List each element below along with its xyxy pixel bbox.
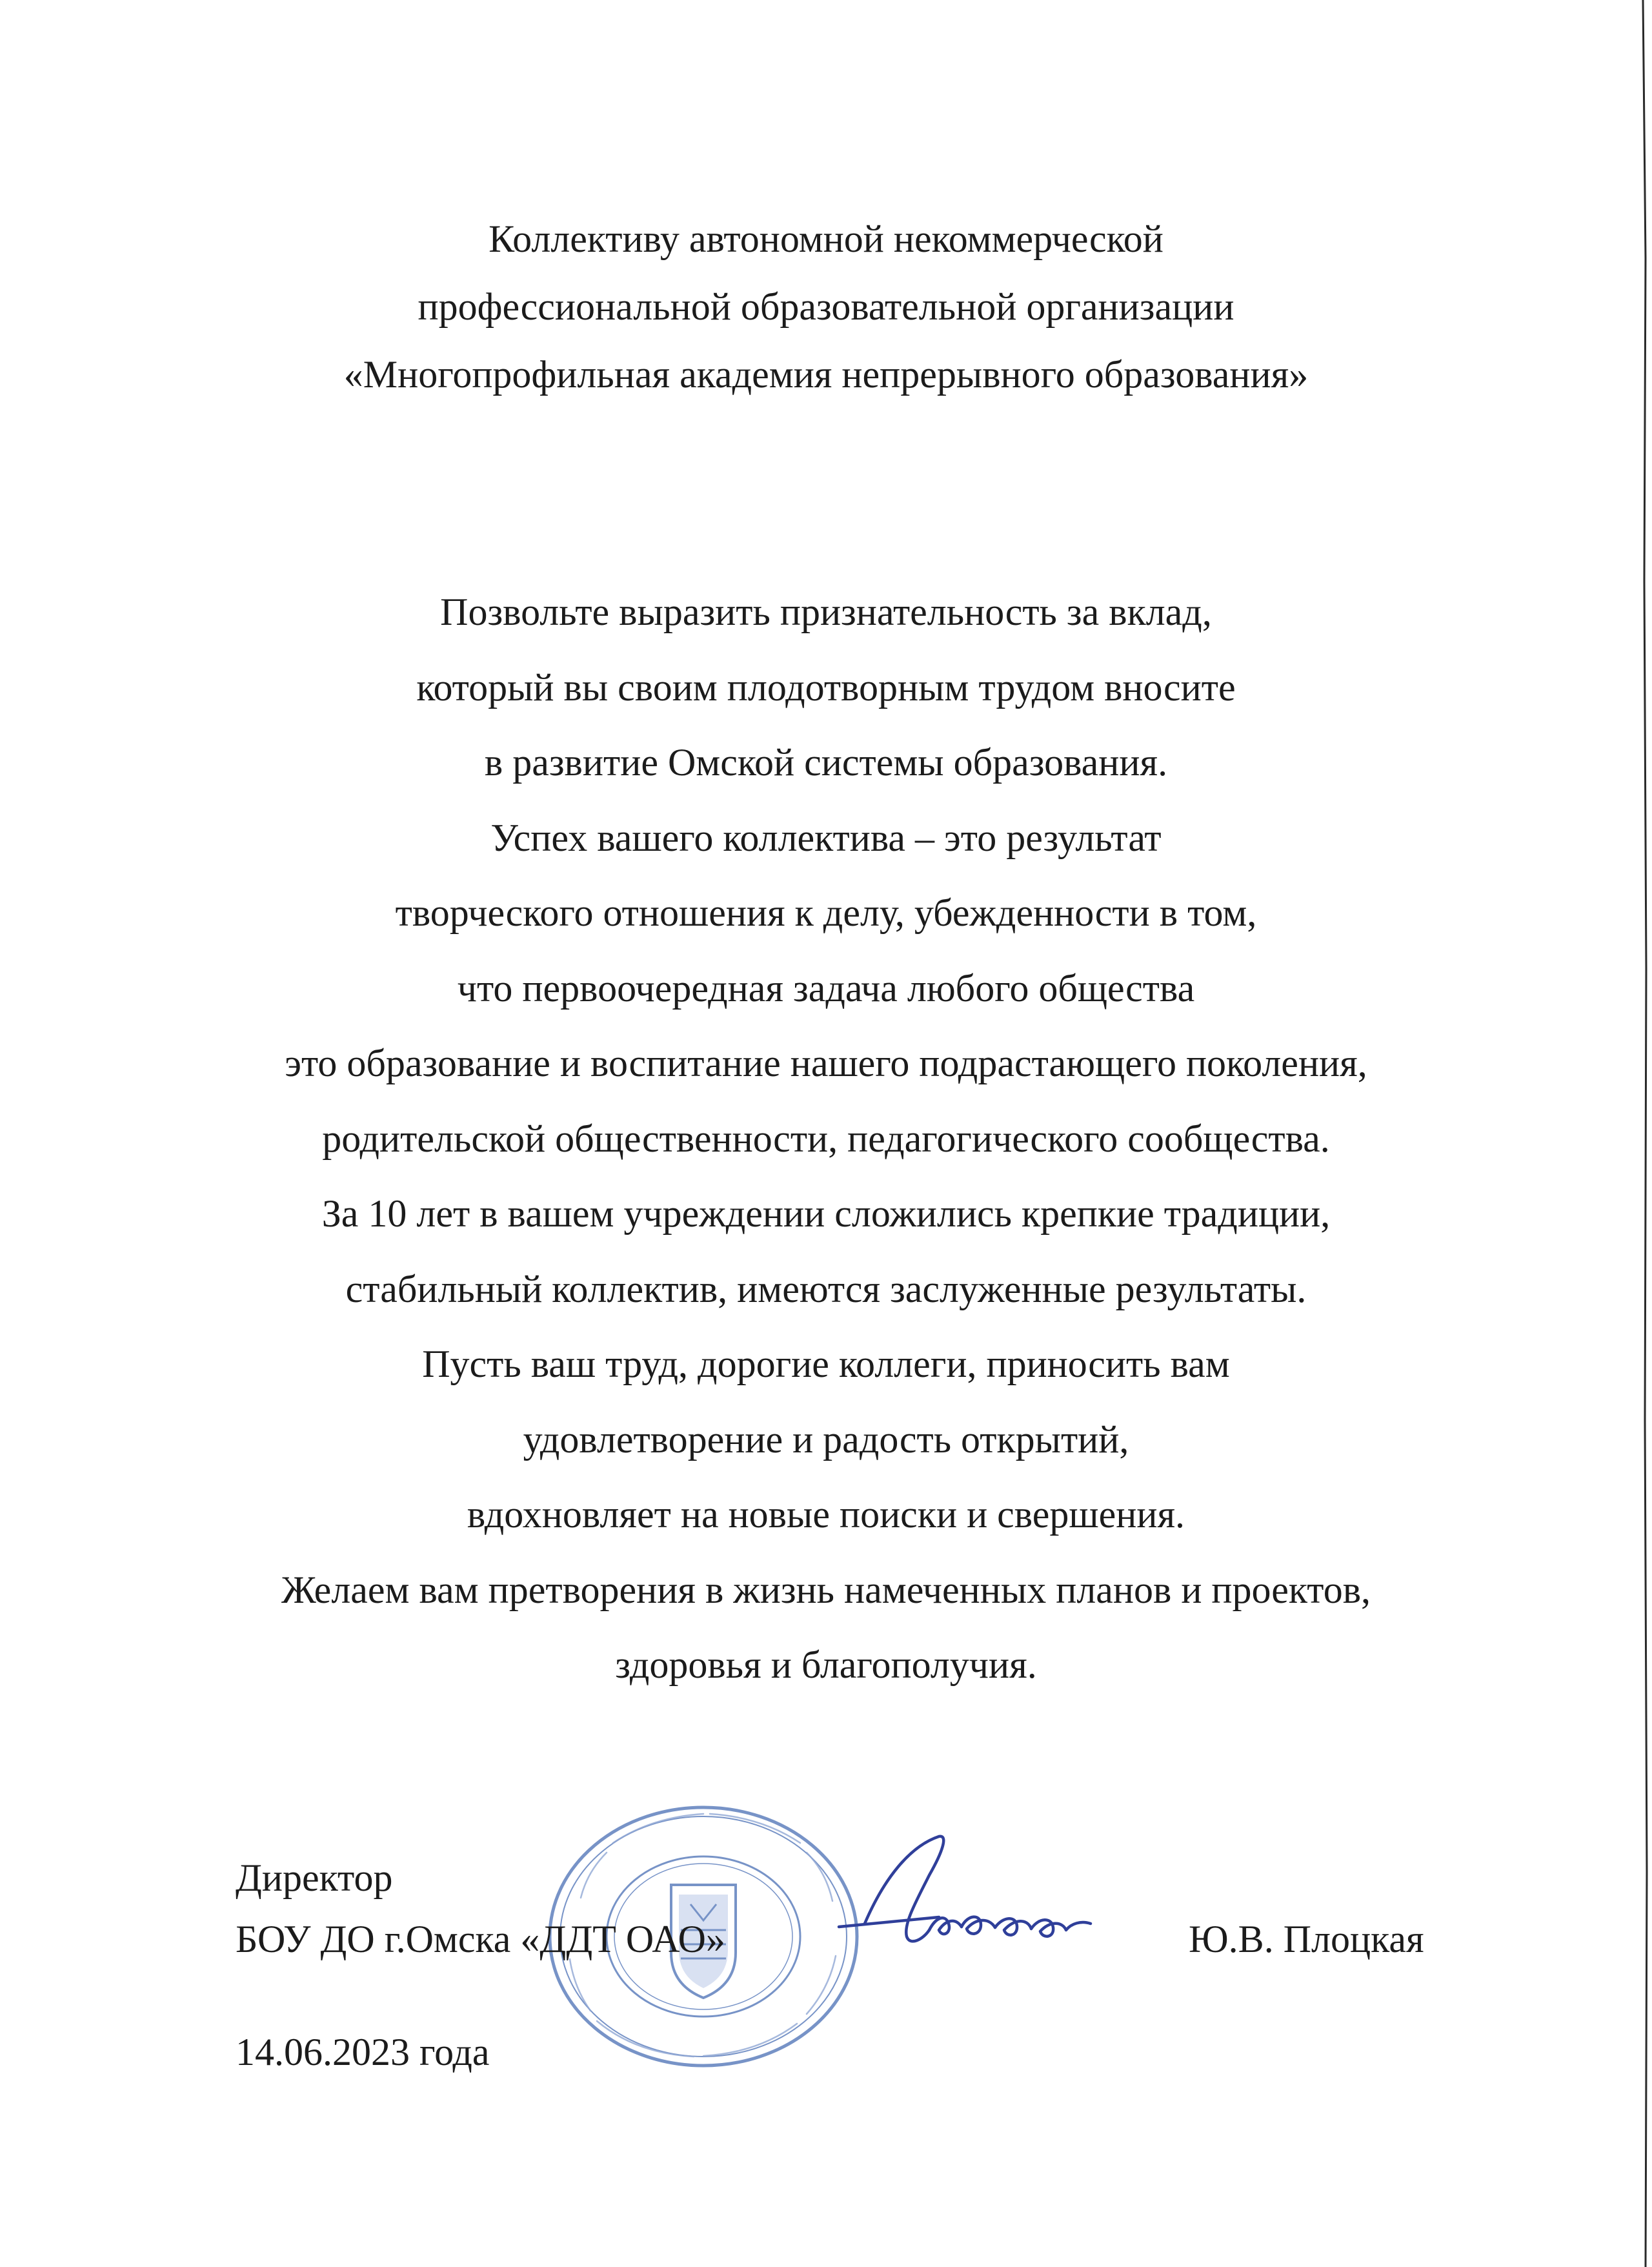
body-line: в развитие Омской системы образования. — [484, 741, 1168, 784]
body-line: родительской общественности, педагогического сообщества. — [322, 1117, 1330, 1160]
body-line: что первоочередная задача любого общества — [457, 966, 1195, 1010]
body-line: За 10 лет в вашем учреждении сложились крепкие традиции, — [321, 1192, 1331, 1235]
body-line: удовлетворение и радость открытий, — [523, 1418, 1129, 1461]
body-line: стабильный коллектив, имеются заслуженные результаты. — [345, 1267, 1307, 1310]
body-line: это образование и воспитание нашего подрастающего поколения, — [285, 1042, 1367, 1084]
addressee-block — [0, 205, 1652, 409]
body-line: который вы своим плодотворным трудом вносите — [416, 666, 1236, 709]
body-line: творческого отношения к делу, убежденности в том, — [395, 891, 1257, 934]
letter-body — [0, 574, 1652, 1703]
addressee-line: «Многопрофильная академия непрерывного образования» — [343, 353, 1309, 396]
handwritten-signature — [826, 1827, 1136, 1975]
body-line: Позвольте выразить признательность за вклад, — [440, 591, 1212, 633]
body-line: вдохновляет на новые поиски и свершения. — [467, 1493, 1185, 1536]
addressee-line: Коллективу автономной некоммерческой — [489, 218, 1163, 260]
body-line: Желаем вам претворения в жизнь намеченных планов и проектов, — [281, 1568, 1371, 1611]
signer-position: Директор — [236, 1856, 393, 1899]
signature-block — [236, 1847, 725, 1970]
letter-date: 14.06.2023 года — [236, 2031, 490, 2073]
body-line: Успех вашего коллектива – это результат — [490, 816, 1162, 859]
signer-name: Ю.В. Плоцкая — [1189, 1918, 1424, 1960]
addressee-line: профессиональной образовательной организации — [418, 285, 1234, 328]
body-line: Пусть ваш труд, дорогие коллеги, приносить вам — [422, 1343, 1230, 1385]
body-line: здоровья и благополучия. — [615, 1643, 1037, 1686]
signer-organization: БОУ ДО г.Омска «ДДТ ОАО» — [236, 1918, 725, 1960]
